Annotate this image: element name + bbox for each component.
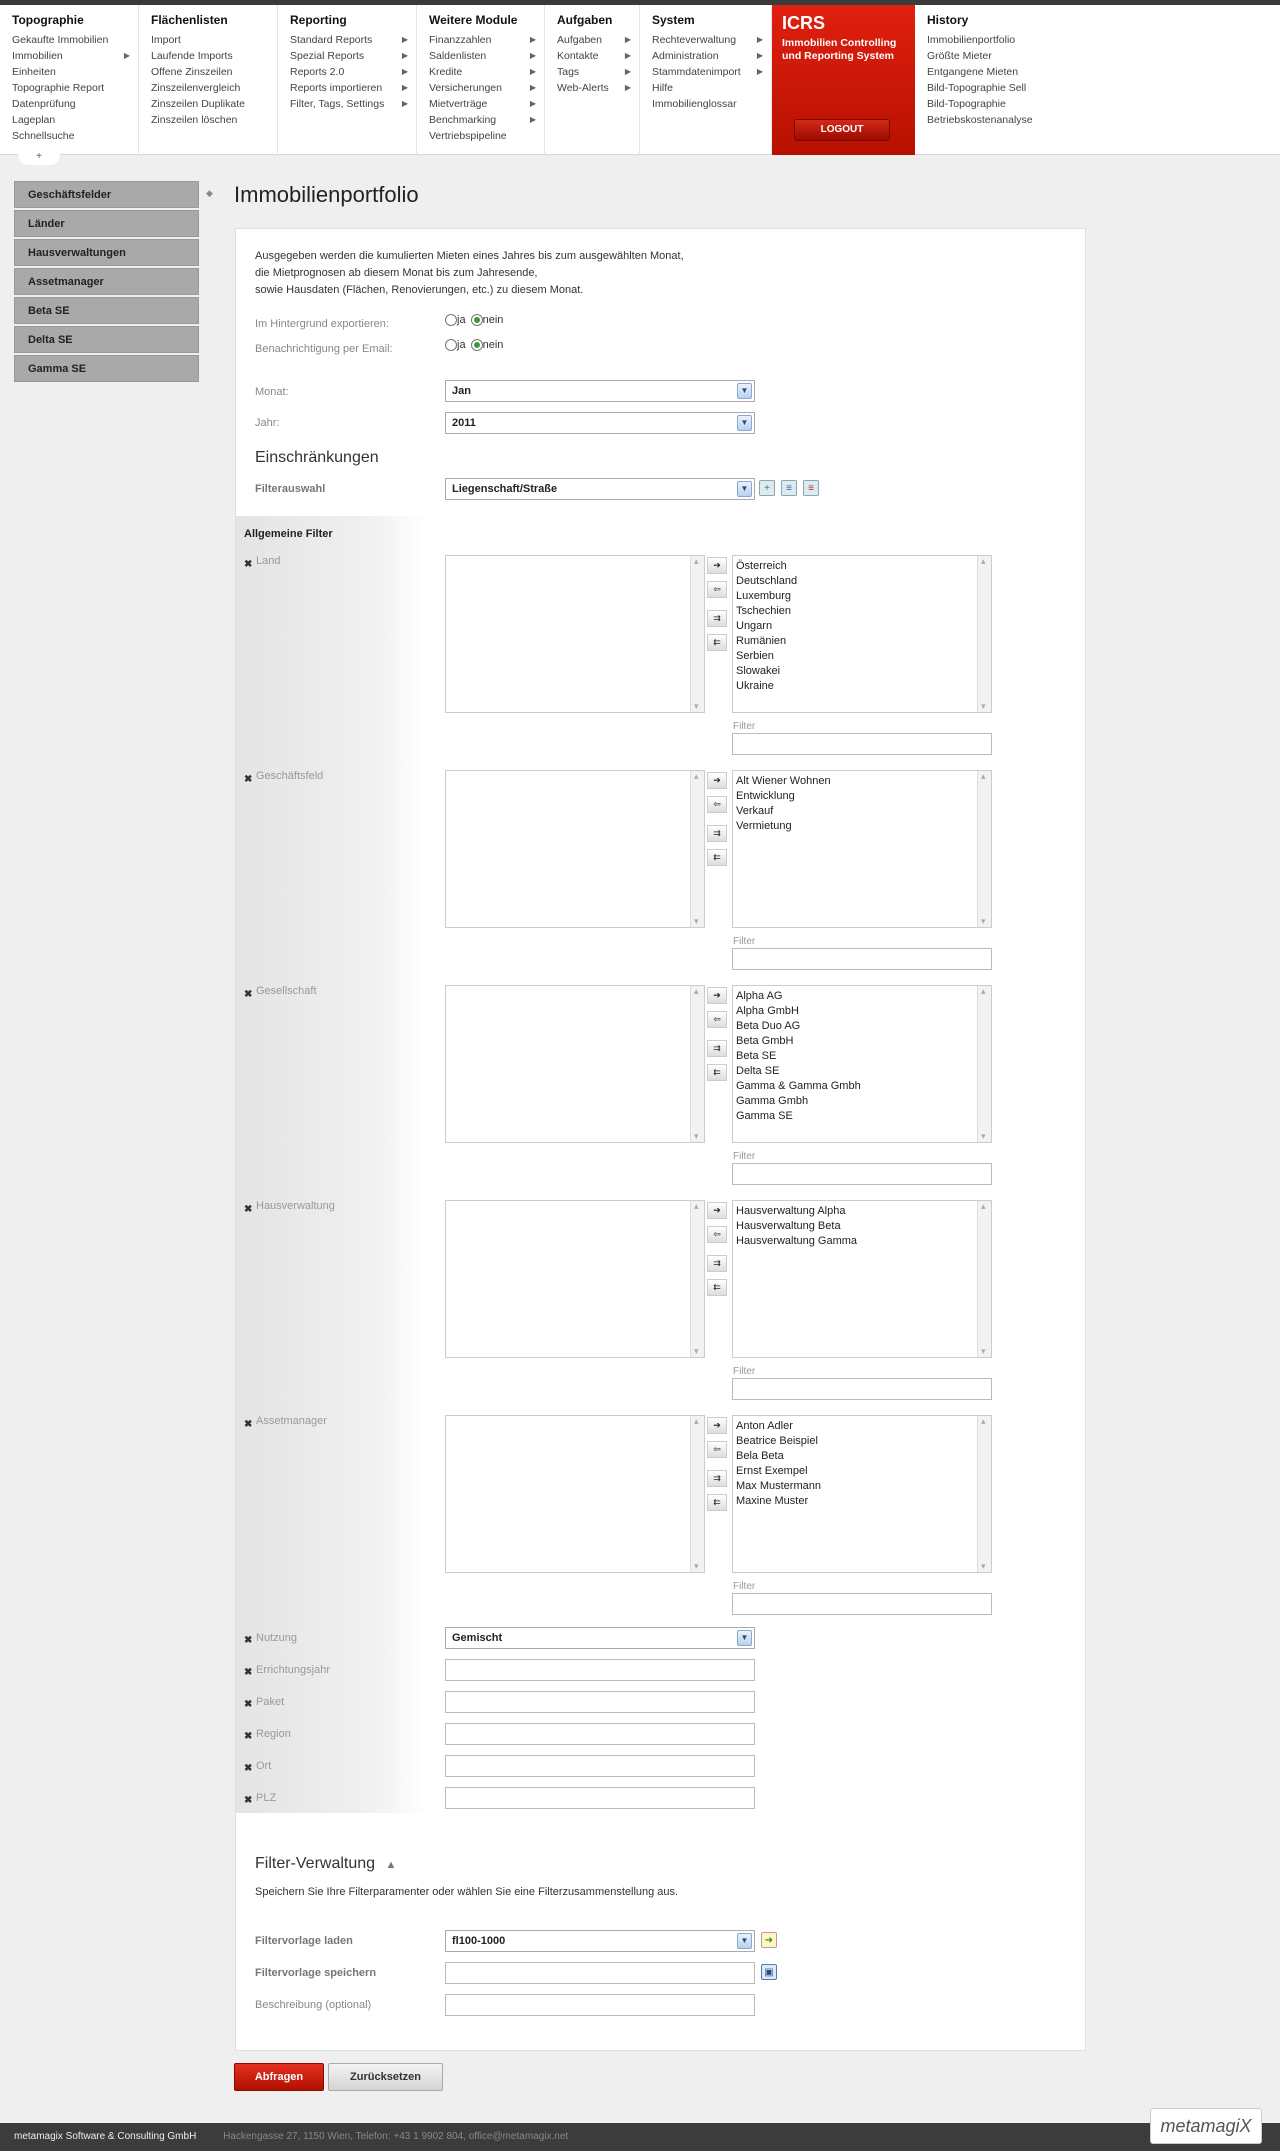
description-label: Beschreibung (optional) bbox=[255, 1999, 372, 2011]
save-template-input[interactable] bbox=[445, 1962, 755, 1984]
move-left-icon[interactable]: ⇦ bbox=[707, 1011, 727, 1028]
scrollbar[interactable] bbox=[690, 556, 704, 712]
move-right-icon[interactable]: ➔ bbox=[707, 1417, 727, 1434]
available-list[interactable] bbox=[445, 770, 705, 928]
menu-item[interactable] bbox=[151, 96, 265, 112]
text-filter-input[interactable] bbox=[445, 1691, 755, 1713]
menu-item-label: Mietverträge bbox=[429, 98, 488, 110]
footer-company: metamagix Software & Consulting GmbH bbox=[14, 2131, 197, 2142]
menu-heading[interactable]: Reporting bbox=[290, 13, 347, 27]
move-right-icon[interactable]: ➔ bbox=[707, 1202, 727, 1219]
menu-item-label: Web-Alerts bbox=[557, 82, 609, 94]
menu-item[interactable] bbox=[12, 112, 126, 128]
text-filter-input[interactable] bbox=[445, 1723, 755, 1745]
list-option[interactable]: Gamma & Gamma Gmbh bbox=[736, 1080, 861, 1092]
filter-mgmt-title: Filter-Verwaltung bbox=[255, 1855, 376, 1872]
menu-item-label: Immobilien bbox=[12, 50, 63, 62]
chevron-right-icon: ▶ bbox=[529, 83, 536, 92]
list-option[interactable]: Delta SE bbox=[736, 1065, 780, 1077]
chevron-down-icon: ▼ bbox=[737, 383, 752, 399]
delete-filter-icon[interactable]: ≡ bbox=[803, 480, 819, 496]
list-option[interactable]: Beta Duo AG bbox=[736, 1020, 801, 1032]
list-option[interactable]: Österreich bbox=[736, 560, 787, 572]
list-option[interactable]: Anton Adler bbox=[736, 1420, 793, 1432]
logout-button[interactable]: LOGOUT bbox=[794, 119, 890, 141]
menu-item[interactable] bbox=[12, 64, 126, 80]
filter-label: Errichtungsjahr bbox=[256, 1664, 330, 1676]
intro-text bbox=[255, 248, 955, 299]
menu-item[interactable] bbox=[429, 80, 536, 96]
menu-item-label: Versicherungen bbox=[429, 82, 502, 94]
scrollbar[interactable] bbox=[977, 771, 991, 927]
chevron-right-icon: ▶ bbox=[123, 51, 130, 60]
month-label: Monat: bbox=[255, 386, 289, 398]
list-filter-input[interactable] bbox=[732, 1593, 992, 1615]
filter-input-label: Filter bbox=[733, 1581, 756, 1592]
move-all-left-icon[interactable]: ⇇ bbox=[707, 1064, 727, 1081]
chevron-down-icon: ▼ bbox=[737, 1933, 752, 1949]
restrictions-heading: Einschränkungen bbox=[255, 449, 379, 466]
menu-heading[interactable]: History bbox=[927, 13, 969, 27]
menu-item-label: Kredite bbox=[429, 66, 463, 78]
notify-yes-radio[interactable] bbox=[445, 339, 457, 351]
filter-input-label: Filter bbox=[733, 936, 756, 947]
menu-item-label: Schnellsuche bbox=[12, 130, 75, 142]
filter-input-label: Filter bbox=[733, 721, 756, 732]
notify-radio-group bbox=[445, 339, 505, 351]
query-button[interactable]: Abfragen bbox=[234, 2063, 324, 2091]
intro-line: sowie Hausdaten (Flächen, Renovierungen, etc.) zu diesem Monat. bbox=[255, 284, 584, 296]
menu-item-label: Filter, Tags, Settings bbox=[290, 98, 385, 110]
move-left-icon[interactable]: ⇦ bbox=[707, 581, 727, 598]
selected-list[interactable] bbox=[732, 770, 992, 928]
move-all-left-icon[interactable]: ⇇ bbox=[707, 849, 727, 866]
description-input[interactable] bbox=[445, 1994, 755, 2016]
sidebar-item[interactable]: Gamma SE bbox=[14, 355, 199, 382]
remove-filter-icon[interactable]: ✖ bbox=[244, 1204, 253, 1215]
menu-column-2 bbox=[278, 5, 417, 155]
menu-item[interactable] bbox=[429, 48, 536, 64]
list-option[interactable]: Deutschland bbox=[736, 575, 798, 587]
menu-item-label: Zinszeilen löschen bbox=[151, 114, 238, 126]
notify-label: Benachrichtigung per Email: bbox=[255, 343, 393, 355]
available-list[interactable] bbox=[445, 555, 705, 713]
month-value: Jan bbox=[452, 385, 471, 397]
move-all-right-icon[interactable]: ⇉ bbox=[707, 1470, 727, 1487]
radio-label: nein bbox=[482, 314, 504, 327]
menu-item-label: Laufende Imports bbox=[151, 50, 233, 62]
list-option[interactable]: Ernst Exempel bbox=[736, 1465, 808, 1477]
text-filter-input[interactable] bbox=[445, 1787, 755, 1809]
scrollbar[interactable] bbox=[690, 986, 704, 1142]
list-option[interactable]: Hausverwaltung Alpha bbox=[736, 1205, 846, 1217]
remove-filter-icon[interactable]: ✖ bbox=[244, 559, 253, 570]
chevron-right-icon: ▶ bbox=[529, 115, 536, 124]
chevron-down-icon: ▼ bbox=[737, 1630, 752, 1646]
move-left-icon[interactable]: ⇦ bbox=[707, 1441, 727, 1458]
menu-column-3 bbox=[417, 5, 545, 155]
collapse-up-icon[interactable]: ▲ bbox=[385, 1859, 397, 1871]
load-template-label: Filtervorlage laden bbox=[255, 1935, 353, 1947]
usage-value: Gemischt bbox=[452, 1632, 503, 1644]
move-all-left-icon[interactable]: ⇇ bbox=[707, 1494, 727, 1511]
remove-filter-icon[interactable]: ✖ bbox=[244, 1699, 253, 1710]
menu-item[interactable] bbox=[151, 64, 265, 80]
list-option[interactable]: Beta GmbH bbox=[736, 1035, 794, 1047]
chevron-right-icon: ▶ bbox=[756, 51, 763, 60]
menu-item[interactable] bbox=[151, 48, 265, 64]
load-template-icon[interactable]: ➜ bbox=[761, 1932, 777, 1948]
remove-filter-icon[interactable]: ✖ bbox=[244, 1795, 253, 1806]
sidebar-item[interactable]: Hausverwaltungen bbox=[14, 239, 199, 266]
list-option[interactable]: Ukraine bbox=[736, 680, 774, 692]
chevron-right-icon: ▶ bbox=[401, 67, 408, 76]
history-item[interactable]: Entgangene Mieten bbox=[927, 66, 1019, 78]
selected-list[interactable] bbox=[732, 1200, 992, 1358]
menu-item-label: Reports importieren bbox=[290, 82, 383, 94]
menu-item[interactable] bbox=[290, 64, 408, 80]
filter-select[interactable] bbox=[445, 478, 755, 500]
available-list[interactable] bbox=[445, 1200, 705, 1358]
menu-item-label: Administration bbox=[652, 50, 719, 62]
footer-address: Hackengasse 27, 1150 Wien, Telefon: +43 1 9902 804, office@metamagix.net bbox=[223, 2131, 569, 2142]
chevron-right-icon: ▶ bbox=[401, 83, 408, 92]
menu-column-4 bbox=[545, 5, 640, 155]
menu-heading[interactable]: Topographie bbox=[12, 13, 84, 27]
move-left-icon[interactable]: ⇦ bbox=[707, 1226, 727, 1243]
footer bbox=[0, 2123, 1280, 2151]
list-option[interactable]: Hausverwaltung Gamma bbox=[736, 1235, 858, 1247]
list-option[interactable]: Bela Beta bbox=[736, 1450, 784, 1462]
chevron-right-icon: ▶ bbox=[624, 83, 631, 92]
menu-column-5 bbox=[640, 5, 772, 155]
menu-item[interactable] bbox=[429, 64, 536, 80]
menu-item[interactable] bbox=[652, 64, 763, 80]
menu-item-label: Kontakte bbox=[557, 50, 599, 62]
text-filter-input[interactable] bbox=[445, 1755, 755, 1777]
menu-item-label: Lageplan bbox=[12, 114, 56, 126]
menu-heading[interactable]: Flächenlisten bbox=[151, 13, 228, 27]
menu-item-label: Gekaufte Immobilien bbox=[12, 34, 109, 46]
move-all-left-icon[interactable]: ⇇ bbox=[707, 634, 727, 651]
icrs-subtitle: Immobilien Controlling und Reporting System bbox=[782, 37, 897, 62]
sidebar-item[interactable]: Länder bbox=[14, 210, 199, 237]
list-option[interactable]: Gamma Gmbh bbox=[736, 1095, 809, 1107]
move-all-right-icon[interactable]: ⇉ bbox=[707, 610, 727, 627]
list-option[interactable]: Ungarn bbox=[736, 620, 773, 632]
history-item[interactable]: Betriebskostenanalyse bbox=[927, 114, 1033, 126]
menu-item[interactable] bbox=[290, 80, 408, 96]
add-filter-icon[interactable]: + bbox=[759, 480, 775, 496]
menu-item[interactable] bbox=[557, 48, 631, 64]
list-option[interactable]: Beatrice Beispiel bbox=[736, 1435, 818, 1447]
list-option[interactable]: Alpha AG bbox=[736, 990, 783, 1002]
filter-label: Ort bbox=[256, 1760, 272, 1772]
menu-item[interactable] bbox=[151, 80, 265, 96]
save-disk-icon[interactable]: ▣ bbox=[761, 1964, 777, 1980]
menu-item-label: Zinszeilenvergleich bbox=[151, 82, 241, 94]
history-item[interactable]: Bild-Topographie Sell bbox=[927, 82, 1027, 94]
menu-item[interactable] bbox=[12, 32, 126, 48]
chevron-right-icon: ▶ bbox=[401, 99, 408, 108]
export-bg-radio-group bbox=[445, 314, 505, 326]
year-select[interactable] bbox=[445, 412, 755, 434]
sidebar-item[interactable]: Geschäftsfelder bbox=[14, 181, 199, 208]
menu-item[interactable] bbox=[290, 48, 408, 64]
radio-label: ja bbox=[457, 339, 466, 352]
save-template-label: Filtervorlage speichern bbox=[255, 1967, 377, 1979]
filter-label: Paket bbox=[256, 1696, 285, 1708]
menu-item-label: Offene Zinszeilen bbox=[151, 66, 233, 78]
menu-item-label: Tags bbox=[557, 66, 580, 78]
menu-item[interactable] bbox=[429, 112, 536, 128]
move-all-right-icon[interactable]: ⇉ bbox=[707, 1255, 727, 1272]
available-list[interactable] bbox=[445, 985, 705, 1143]
list-option[interactable]: Gamma SE bbox=[736, 1110, 793, 1122]
sidebar-collapse-icon[interactable]: ◆ bbox=[206, 188, 213, 198]
menu-item-label: Einheiten bbox=[12, 66, 56, 78]
chevron-right-icon: ▶ bbox=[756, 35, 763, 44]
filter-mgmt-heading bbox=[255, 1855, 396, 1873]
chevron-right-icon: ▶ bbox=[756, 67, 763, 76]
menu-item[interactable] bbox=[429, 32, 536, 48]
history-item[interactable]: Bild-Topographie bbox=[927, 98, 1006, 110]
month-select[interactable] bbox=[445, 380, 755, 402]
edit-filter-icon[interactable]: ≡ bbox=[781, 480, 797, 496]
scrollbar[interactable] bbox=[690, 1201, 704, 1357]
filter-label: Assetmanager bbox=[256, 1415, 327, 1427]
list-option[interactable]: Serbien bbox=[736, 650, 774, 662]
scrollbar[interactable] bbox=[690, 1416, 704, 1572]
icrs-title: ICRS bbox=[782, 13, 826, 33]
list-filter-input[interactable] bbox=[732, 1378, 992, 1400]
general-filters-area bbox=[236, 516, 427, 1813]
list-option[interactable]: Verkauf bbox=[736, 805, 774, 817]
move-all-right-icon[interactable]: ⇉ bbox=[707, 1040, 727, 1057]
list-option[interactable]: Tschechien bbox=[736, 605, 792, 617]
remove-filter-icon[interactable]: ✖ bbox=[244, 1667, 253, 1678]
menu-item-label: Benchmarking bbox=[429, 114, 497, 126]
menu-item[interactable] bbox=[557, 32, 631, 48]
remove-filter-icon[interactable]: ✖ bbox=[244, 989, 253, 1000]
menu-item[interactable] bbox=[652, 48, 763, 64]
chevron-right-icon: ▶ bbox=[401, 35, 408, 44]
menu-item[interactable] bbox=[290, 32, 408, 48]
year-value: 2011 bbox=[452, 417, 476, 429]
menu-item-label: Stammdatenimport bbox=[652, 66, 741, 78]
year-label: Jahr: bbox=[255, 417, 280, 429]
export-bg-yes-radio[interactable] bbox=[445, 314, 457, 326]
remove-filter-icon[interactable]: ✖ bbox=[244, 1763, 253, 1774]
menu-item[interactable] bbox=[652, 80, 759, 96]
list-option[interactable]: Slowakei bbox=[736, 665, 781, 677]
menu-item-label: Aufgaben bbox=[557, 34, 602, 46]
load-template-select[interactable] bbox=[445, 1930, 755, 1952]
load-template-value: fl100-1000 bbox=[452, 1935, 506, 1947]
text-filter-input[interactable] bbox=[445, 1659, 755, 1681]
move-all-left-icon[interactable]: ⇇ bbox=[707, 1279, 727, 1296]
list-option[interactable]: Hausverwaltung Beta bbox=[736, 1220, 841, 1232]
chevron-right-icon: ▶ bbox=[401, 51, 408, 60]
chevron-right-icon: ▶ bbox=[529, 67, 536, 76]
filter-input-label: Filter bbox=[733, 1366, 756, 1377]
filter-select-value: Liegenschaft/Straße bbox=[452, 483, 558, 495]
menu-item[interactable] bbox=[12, 80, 126, 96]
radio-label: nein bbox=[482, 339, 504, 352]
remove-filter-icon[interactable]: ✖ bbox=[244, 774, 253, 785]
chevron-right-icon: ▶ bbox=[624, 67, 631, 76]
filter-input-label: Filter bbox=[733, 1151, 756, 1162]
export-bg-label: Im Hintergrund exportieren: bbox=[255, 318, 389, 330]
history-item[interactable]: Größte Mieter bbox=[927, 50, 992, 62]
list-option[interactable]: Alt Wiener Wohnen bbox=[736, 775, 831, 787]
sidebar-item[interactable]: Beta SE bbox=[14, 297, 199, 324]
move-right-icon[interactable]: ➔ bbox=[707, 557, 727, 574]
menu-toggle-button[interactable]: + bbox=[18, 151, 60, 165]
menu-item[interactable] bbox=[557, 64, 631, 80]
list-filter-input[interactable] bbox=[732, 1163, 992, 1185]
menu-item[interactable] bbox=[12, 96, 126, 112]
list-filter-input[interactable] bbox=[732, 733, 992, 755]
filter-label: Hausverwaltung bbox=[256, 1200, 335, 1212]
remove-filter-icon[interactable]: ✖ bbox=[244, 1635, 253, 1646]
list-option[interactable]: Entwicklung bbox=[736, 790, 795, 802]
list-option[interactable]: Vermietung bbox=[736, 820, 792, 832]
chevron-right-icon: ▶ bbox=[529, 99, 536, 108]
usage-label: Nutzung bbox=[256, 1632, 297, 1644]
menu-heading[interactable]: Weitere Module bbox=[429, 13, 518, 27]
radio-label: ja bbox=[457, 314, 466, 327]
available-list[interactable] bbox=[445, 1415, 705, 1573]
intro-line: die Mietprognosen ab diesem Monat bis zum Jahresende, bbox=[255, 267, 538, 279]
filter-mgmt-text: Speichern Sie Ihre Filterparamenter oder wählen Sie eine Filterzusammenstellung aus. bbox=[255, 1886, 679, 1898]
menu-item[interactable] bbox=[429, 96, 536, 112]
general-filters-heading: Allgemeine Filter bbox=[244, 528, 333, 540]
metamagix-logo: metamagiX bbox=[1150, 2108, 1262, 2144]
chevron-right-icon: ▶ bbox=[529, 51, 536, 60]
page-title: Immobilienportfolio bbox=[234, 182, 419, 207]
menu-item-label: Datenprüfung bbox=[12, 98, 76, 110]
list-option[interactable]: Rumänien bbox=[736, 635, 787, 647]
move-right-icon[interactable]: ➔ bbox=[707, 772, 727, 789]
scrollbar[interactable] bbox=[977, 1201, 991, 1357]
report-form-panel bbox=[235, 228, 1086, 2051]
list-option[interactable]: Luxemburg bbox=[736, 590, 792, 602]
list-filter-input[interactable] bbox=[732, 948, 992, 970]
move-right-icon[interactable]: ➔ bbox=[707, 987, 727, 1004]
move-left-icon[interactable]: ⇦ bbox=[707, 796, 727, 813]
notify-no-radio[interactable] bbox=[471, 339, 483, 351]
menu-item-label: Saldenlisten bbox=[429, 50, 487, 62]
menu-column-1 bbox=[139, 5, 278, 155]
scrollbar[interactable] bbox=[977, 986, 991, 1142]
scrollbar[interactable] bbox=[690, 771, 704, 927]
chevron-right-icon: ▶ bbox=[624, 35, 631, 44]
reset-button[interactable]: Zurücksetzen bbox=[328, 2063, 443, 2091]
menu-item-label: Finanzzahlen bbox=[429, 34, 492, 46]
menu-item[interactable] bbox=[652, 32, 763, 48]
menu-item-label: Vertriebspipeline bbox=[429, 130, 507, 142]
remove-filter-icon[interactable]: ✖ bbox=[244, 1419, 253, 1430]
menu-item[interactable] bbox=[12, 48, 130, 64]
menu-column-history bbox=[915, 5, 1075, 155]
menu-item-label: Spezial Reports bbox=[290, 50, 365, 62]
menu-column-0 bbox=[0, 5, 139, 155]
list-option[interactable]: Alpha GmbH bbox=[736, 1005, 799, 1017]
usage-select[interactable] bbox=[445, 1627, 755, 1649]
sidebar-item[interactable]: Assetmanager bbox=[14, 268, 199, 295]
menu-item-label: Import bbox=[151, 34, 181, 46]
filter-label: Region bbox=[256, 1728, 291, 1740]
menu-item[interactable] bbox=[557, 80, 631, 96]
menu-item[interactable] bbox=[652, 96, 759, 112]
menu-item-label: Standard Reports bbox=[290, 34, 373, 46]
filter-label: PLZ bbox=[256, 1792, 277, 1804]
export-bg-no-radio[interactable] bbox=[471, 314, 483, 326]
chevron-right-icon: ▶ bbox=[529, 35, 536, 44]
selected-list[interactable] bbox=[732, 1415, 992, 1573]
scrollbar[interactable] bbox=[977, 556, 991, 712]
list-option[interactable]: Max Mustermann bbox=[736, 1480, 821, 1492]
main-menu bbox=[0, 5, 1280, 155]
menu-item-label: Rechteverwaltung bbox=[652, 34, 737, 46]
history-item[interactable]: Immobilienportfolio bbox=[927, 34, 1016, 46]
chevron-down-icon: ▼ bbox=[737, 481, 752, 497]
filter-label: Land bbox=[256, 555, 281, 567]
selected-list[interactable] bbox=[732, 985, 992, 1143]
list-option[interactable]: Beta SE bbox=[736, 1050, 777, 1062]
icrs-brand-block bbox=[772, 5, 915, 155]
filter-label: Geschäftsfeld bbox=[256, 770, 324, 782]
menu-heading[interactable]: System bbox=[652, 13, 695, 27]
menu-item-label: Hilfe bbox=[652, 82, 674, 94]
sidebar bbox=[14, 181, 199, 384]
intro-line: Ausgegeben werden die kumulierten Mieten eines Jahres bis zum ausgewählten Monat, bbox=[255, 250, 684, 262]
menu-item-label: Topographie Report bbox=[12, 82, 105, 94]
menu-item[interactable] bbox=[429, 128, 532, 144]
menu-item-label: Reports 2.0 bbox=[290, 66, 345, 78]
list-option[interactable]: Maxine Muster bbox=[736, 1495, 809, 1507]
filter-label: Gesellschaft bbox=[256, 985, 317, 997]
sidebar-item[interactable]: Delta SE bbox=[14, 326, 199, 353]
menu-heading[interactable]: Aufgaben bbox=[557, 13, 613, 27]
selected-list[interactable] bbox=[732, 555, 992, 713]
move-all-right-icon[interactable]: ⇉ bbox=[707, 825, 727, 842]
menu-item[interactable] bbox=[290, 96, 408, 112]
menu-item[interactable] bbox=[151, 112, 265, 128]
menu-item[interactable] bbox=[12, 128, 126, 144]
menu-item[interactable] bbox=[151, 32, 265, 48]
chevron-down-icon: ▼ bbox=[737, 415, 752, 431]
remove-filter-icon[interactable]: ✖ bbox=[244, 1731, 253, 1742]
filter-select-label: Filterauswahl bbox=[255, 483, 326, 495]
menu-item-label: Zinszeilen Duplikate bbox=[151, 98, 245, 110]
chevron-right-icon: ▶ bbox=[624, 51, 631, 60]
scrollbar[interactable] bbox=[977, 1416, 991, 1572]
menu-item-label: Immobilienglossar bbox=[652, 98, 737, 110]
